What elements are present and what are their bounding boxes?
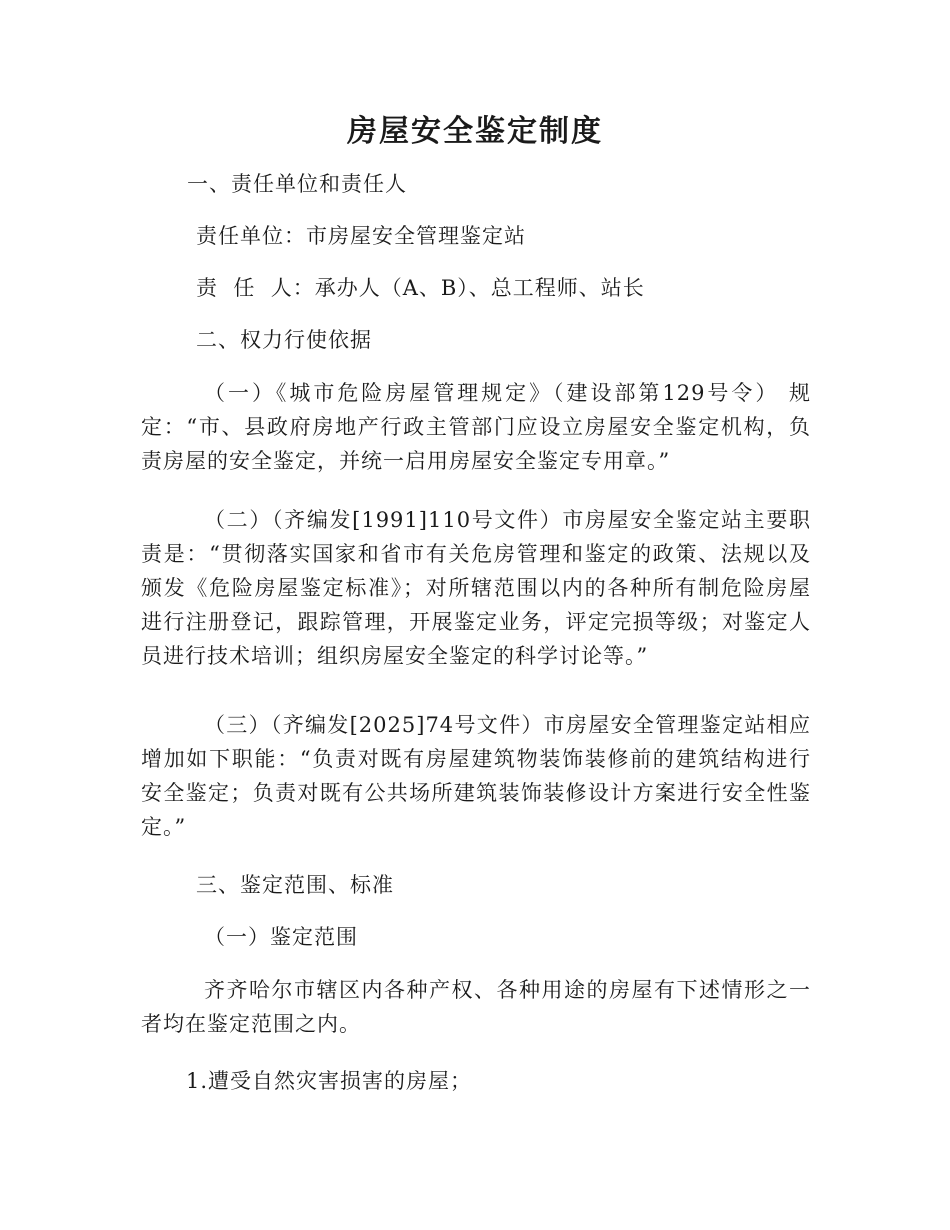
section-1-heading: 一、责任单位和责任人 — [187, 172, 407, 196]
list-item-1: 1.遭受自然灾害损害的房屋； — [186, 1069, 473, 1093]
section-2-paragraph-3: （三）（齐编发[2025]74号文件）市房屋安全管理鉴定站相应增加如下职能：“负责对既有房屋建筑物装饰装修前的建筑结构进行安全鉴定；负责对既有公共场所建筑装饰装修设计方案进行安全性鉴定。” — [141, 713, 811, 839]
section-2-heading: 二、权力行使依据 — [196, 328, 372, 352]
section-3-paragraph-1: 齐齐哈尔市辖区内各种产权、各种用途的房屋有下述情形之一者均在鉴定范围之内。 — [141, 978, 811, 1036]
section-2-paragraph-1: （一）《城市危险房屋管理规定》（建设部第129号令） 规定：“市、县政府房地产行政主管部门应设立房屋安全鉴定机构，负责房屋的安全鉴定，并统一启用房屋安全鉴定专用章。” — [141, 381, 811, 473]
section-3-subheading-1: （一）鉴定范围 — [204, 925, 358, 949]
section-2-paragraph-2: （二）（齐编发[1991]110号文件）市房屋安全鉴定站主要职责是：“贯彻落实国家和省市有关危房管理和鉴定的政策、法规以及颁发《危险房屋鉴定标准》；对所辖范围以内的各种所有制危险房屋进行注册登记，跟踪管理，开展鉴定业务，评定完损等级；对鉴定人员进行技术培训；组织房屋安全鉴定的科学讨论等。” — [141, 508, 811, 668]
section-3-heading: 三、鉴定范围、标准 — [196, 873, 394, 897]
page-title: 房屋安全鉴定制度 — [347, 114, 603, 149]
responsible-person-line: 责 任 人：承办人（A、B）、总工程师、站长 — [196, 276, 645, 300]
responsible-unit-line: 责任单位：市房屋安全管理鉴定站 — [196, 224, 526, 248]
